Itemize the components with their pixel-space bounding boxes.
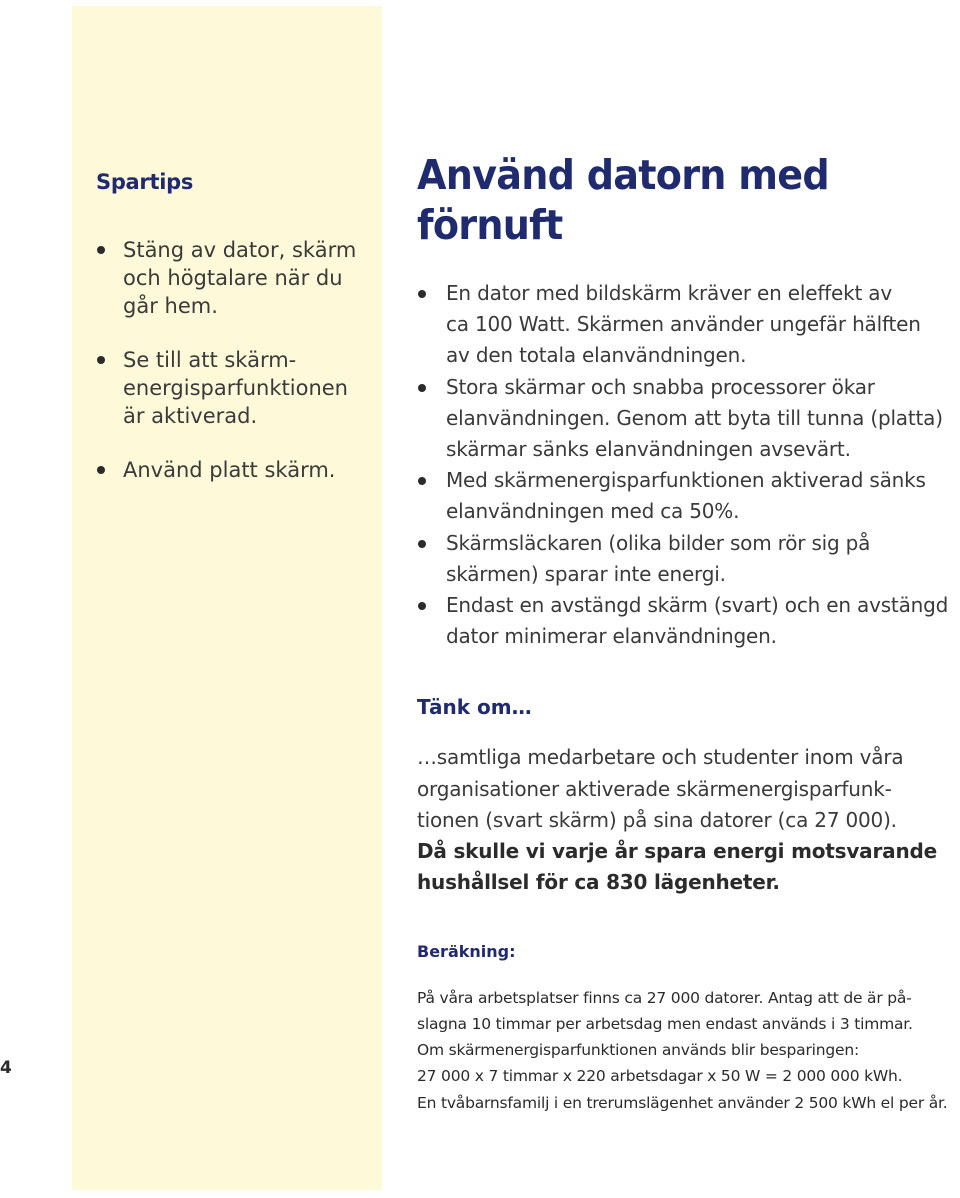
main-content <box>417 150 957 1116</box>
bullet-line: elanvändningen med ca 50%. <box>446 499 740 524</box>
tip-item <box>96 456 371 484</box>
bullet-item <box>417 278 957 372</box>
think-emphasis <box>417 836 957 898</box>
think-line: …samtliga medarbetare och studenter inom våra <box>417 745 904 770</box>
bullet-line: elanvändningen. Genom att byta till tunna (platta) <box>446 405 943 430</box>
calculation-line: Om skärmenergisparfunktionen används blir besparingen: <box>417 1041 860 1060</box>
bullet-line: av den totala elanvändningen. <box>446 343 747 368</box>
page-title: Använd datorn med förnuft <box>417 151 829 249</box>
sidebar-heading: Spartips <box>96 170 194 194</box>
bullet-item <box>417 590 957 652</box>
think-heading: Tänk om… <box>417 695 532 720</box>
bullet-item <box>417 372 957 466</box>
bullet-item <box>417 465 957 527</box>
think-body <box>417 742 957 836</box>
calculation-line: En tvåbarnsfamilj i en trerumslägenhet använder 2 500 kWh el per år. <box>417 1093 948 1112</box>
calculation-line: 27 000 x 7 timmar x 220 arbetsdagar x 50 W = 2 000 000 kWh. <box>417 1067 903 1086</box>
tip-line: energisparfunktionen <box>123 376 348 400</box>
bullet-line: Endast en avstängd skärm (svart) och en avstängd <box>446 593 949 618</box>
bullet-line: skärmen) sparar inte energi. <box>446 561 726 586</box>
think-line: organisationer aktiverade skärmenergisparfunk- <box>417 776 892 801</box>
tip-line: går hem. <box>123 294 218 318</box>
tip-line: Se till att skärm- <box>123 348 297 372</box>
page-number: 4 <box>0 1058 12 1078</box>
tip-line: är aktiverad. <box>123 404 258 428</box>
bullet-line: skärmar sänks elanvändningen avsevärt. <box>446 437 851 462</box>
tip-item <box>96 346 371 430</box>
calculation-line: På våra arbetsplatser finns ca 27 000 datorer. Antag att de är på- <box>417 988 912 1007</box>
bullet-line: Med skärmenergisparfunktionen aktiverad sänks <box>446 468 926 493</box>
bullet-line: Skärmsläckaren (olika bilder som rör sig på <box>446 530 871 555</box>
tip-line: Stäng av dator, skärm <box>123 238 357 262</box>
tips-sidebar <box>96 170 371 510</box>
tip-line: och högtalare när du <box>123 266 343 290</box>
emphasis-line: hushållsel för ca 830 lägenheter. <box>417 870 780 895</box>
tip-item <box>96 236 371 320</box>
bullet-line: Stora skärmar och snabba processorer ökar <box>446 374 875 399</box>
tip-list <box>96 236 371 484</box>
bullet-list <box>417 278 957 652</box>
emphasis-line: Då skulle vi varje år spara energi motsvarande <box>417 839 937 864</box>
calculation-line: slagna 10 timmar per arbetsdag men endast används i 3 timmar. <box>417 1014 913 1033</box>
bullet-line: ca 100 Watt. Skärmen använder ungefär hälften <box>446 312 921 337</box>
calculation-body <box>417 985 957 1116</box>
bullet-item <box>417 528 957 590</box>
tip-line: Använd platt skärm. <box>123 458 336 482</box>
calculation-heading: Beräkning: <box>417 942 516 962</box>
bullet-line: En dator med bildskärm kräver en eleffekt av <box>446 281 892 305</box>
think-line: tionen (svart skärm) på sina datorer (ca 27 000). <box>417 807 897 832</box>
bullet-line: dator minimerar elanvändningen. <box>446 624 777 649</box>
